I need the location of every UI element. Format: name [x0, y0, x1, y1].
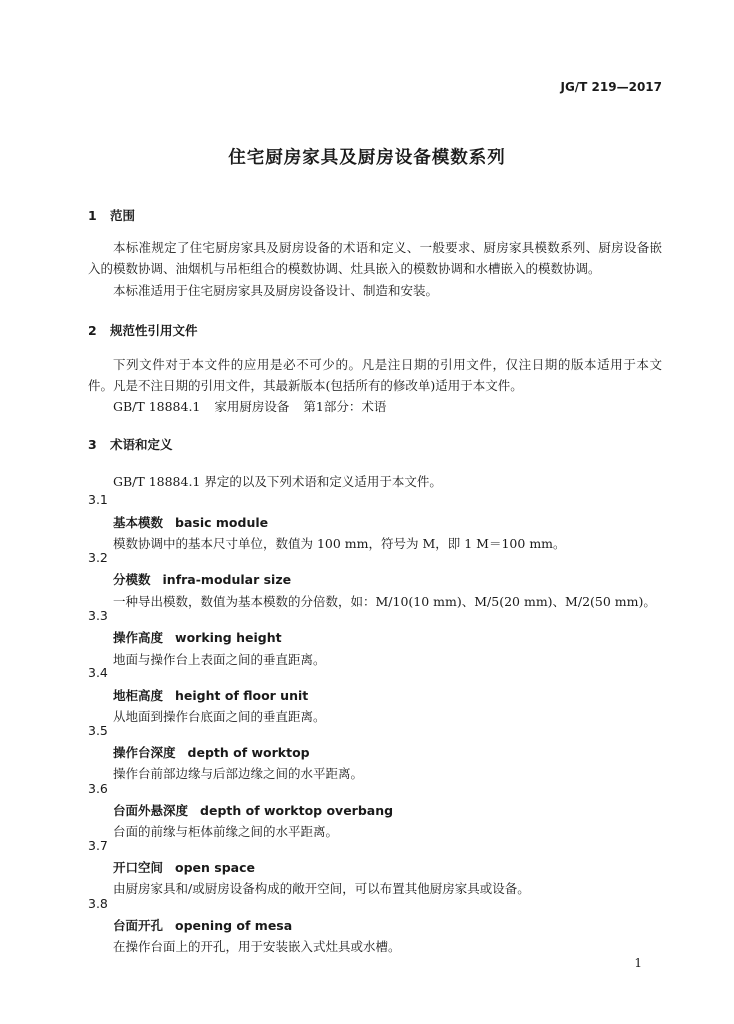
document-title: 住宅厨房家具及厨房设备模数系列 — [228, 148, 506, 168]
section-3-heading — [88, 435, 173, 453]
term-number: 3.8 — [88, 896, 108, 911]
term-chinese: 地柜高度 — [113, 688, 164, 703]
term-definition: 在操作台面上的开孔，用于安装嵌入式灶具或水槽。 — [113, 939, 401, 954]
term-number: 3.7 — [88, 838, 108, 853]
term-number: 3.4 — [88, 665, 108, 680]
normative-reference — [113, 397, 386, 415]
section-number: 3 — [88, 437, 97, 452]
term-number: 3.2 — [88, 550, 108, 565]
term-english: basic module — [175, 515, 269, 530]
reference-code: GB/T 18884.1 — [113, 399, 201, 414]
term-heading — [113, 858, 255, 876]
term-chinese: 开口空间 — [113, 860, 164, 875]
page-number: 1 — [634, 956, 642, 970]
term-chinese: 操作高度 — [113, 630, 164, 645]
term-number: 3.5 — [88, 723, 108, 738]
term-chinese: 台面外悬深度 — [113, 803, 189, 818]
term-definition: 台面的前缘与柜体前缘之间的水平距离。 — [113, 824, 339, 839]
standard-number: JG/T 219—2017 — [560, 80, 662, 94]
term-number: 3.1 — [88, 492, 108, 507]
term-heading — [113, 628, 282, 646]
section-title: 规范性引用文件 — [110, 323, 198, 338]
term-english: infra-modular size — [162, 572, 292, 587]
term-number: 3.6 — [88, 781, 108, 796]
term-english: opening of mesa — [175, 918, 293, 933]
section-title: 术语和定义 — [110, 437, 173, 452]
reference-part: 第1部分：术语 — [303, 399, 387, 414]
section-3-intro: GB/T 18884.1 界定的以及下列术语和定义适用于本文件。 — [113, 474, 442, 489]
section-1-paragraph-1: 本标准规定了住宅厨房家具及厨房设备的术语和定义、一般要求、厨房家具模数系列、厨房设备嵌入的模数协调、油烟机与吊柜组合的模数协调、灶具嵌入的模数协调和水槽嵌入的模数协调。 — [88, 240, 662, 276]
section-number: 2 — [88, 323, 97, 338]
term-definition: 地面与操作台上表面之间的垂直距离。 — [113, 652, 326, 667]
term-heading — [113, 686, 308, 704]
term-chinese: 分模数 — [113, 572, 151, 587]
term-english: height of floor unit — [175, 688, 309, 703]
term-heading — [113, 916, 292, 934]
term-chinese: 操作台深度 — [113, 745, 176, 760]
term-definition: 从地面到操作台底面之间的垂直距离。 — [113, 709, 326, 724]
term-heading — [113, 801, 393, 819]
term-english: depth of worktop overbang — [200, 803, 394, 818]
term-definition: 操作台前部边缘与后部边缘之间的水平距离。 — [113, 766, 364, 781]
term-definition: 一种导出模数，数值为基本模数的分倍数，如：M/10(10 mm)、M/5(20 mm)、M/2(50 mm)。 — [113, 594, 656, 609]
section-number: 1 — [88, 208, 97, 223]
term-english: depth of worktop — [187, 745, 310, 760]
term-heading — [113, 743, 310, 761]
term-chinese: 基本模数 — [113, 515, 164, 530]
section-2-paragraph-1: 下列文件对于本文件的应用是必不可少的。凡是注日期的引用文件，仅注日期的版本适用于本文件。凡是不注日期的引用文件，其最新版本(包括所有的修改单)适用于本文件。 — [88, 357, 662, 393]
term-number: 3.3 — [88, 608, 108, 623]
term-chinese: 台面开孔 — [113, 918, 164, 933]
term-definition: 由厨房家具和/或厨房设备构成的敞开空间，可以布置其他厨房家具或设备。 — [113, 881, 530, 896]
term-heading — [113, 570, 291, 588]
term-heading — [113, 513, 268, 531]
term-english: open space — [175, 860, 255, 875]
section-title: 范围 — [110, 208, 136, 223]
term-english: working height — [175, 630, 282, 645]
section-1-heading — [88, 206, 135, 224]
section-2-heading — [88, 321, 198, 339]
term-definition: 模数协调中的基本尺寸单位，数值为 100 mm，符号为 M，即 1 M＝100 mm。 — [113, 536, 566, 551]
section-1-paragraph-2: 本标准适用于住宅厨房家具及厨房设备设计、制造和安装。 — [113, 283, 439, 298]
reference-title: 家用厨房设备 — [214, 399, 290, 414]
